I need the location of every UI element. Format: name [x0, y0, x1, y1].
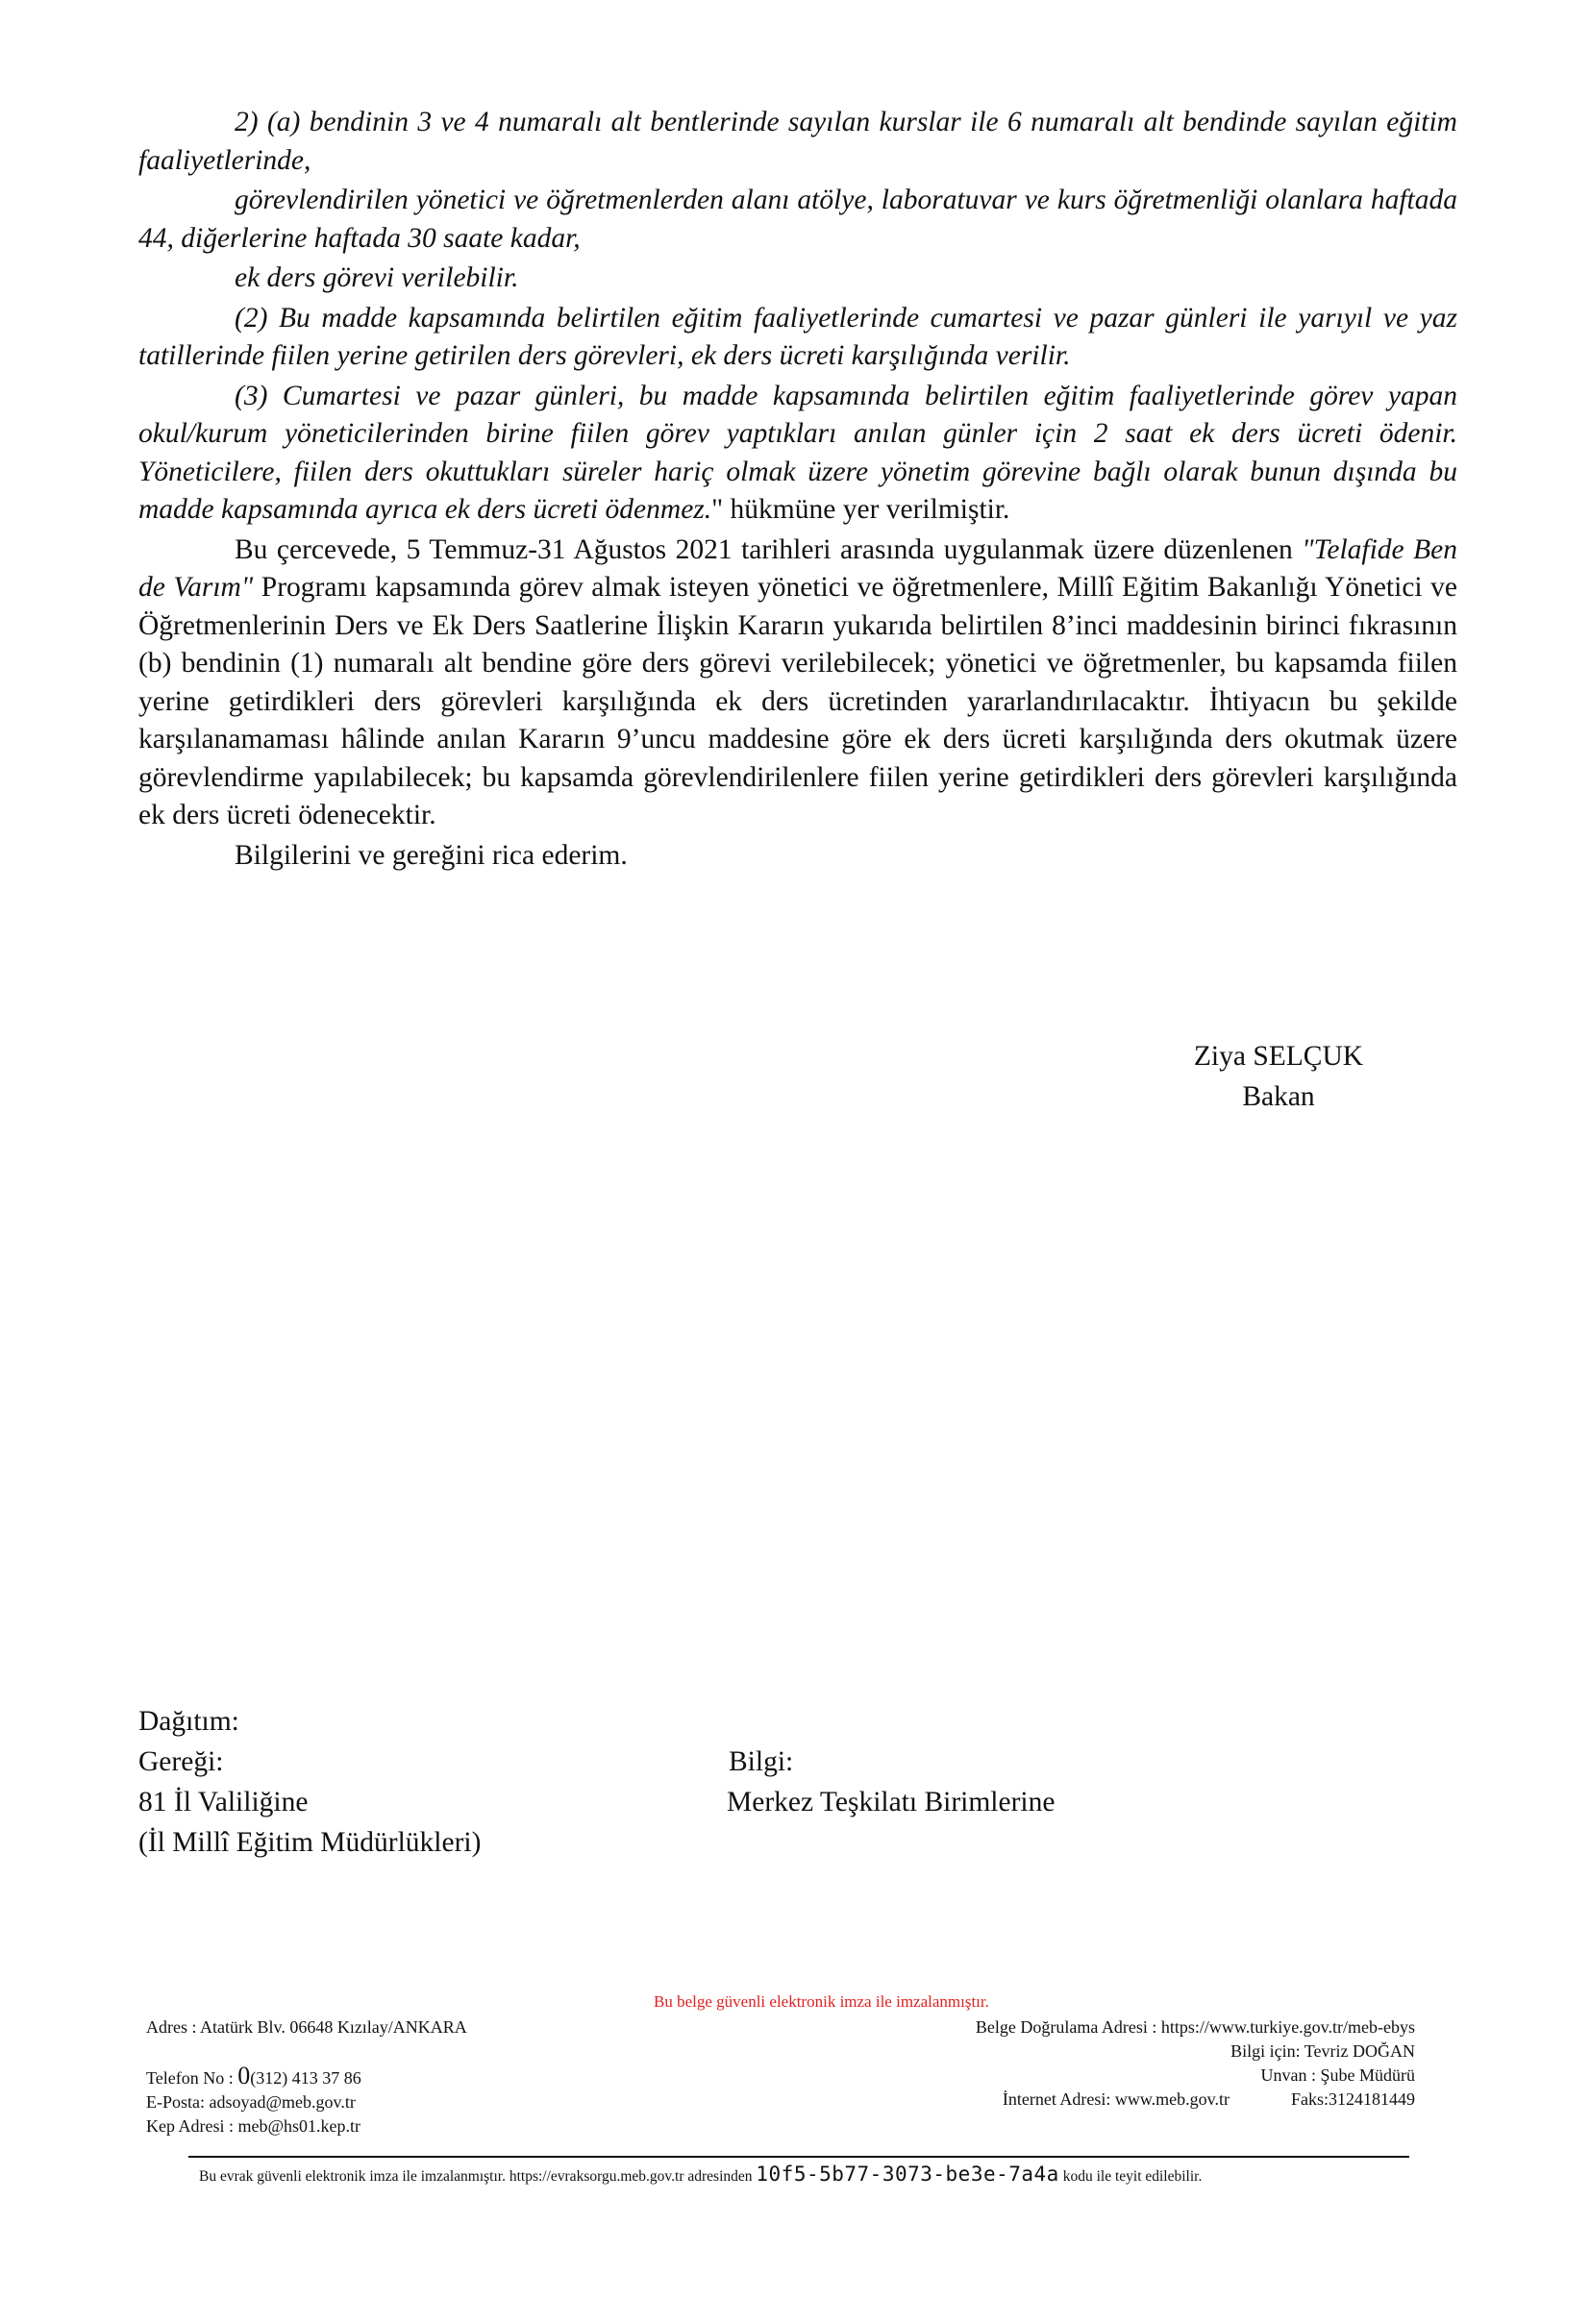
distribution-block — [138, 1701, 1056, 1863]
footer-email: E-Posta: adsoyad@meb.gov.tr — [146, 2092, 356, 2112]
signatory-name: Ziya SELÇUK — [1193, 1041, 1364, 1072]
paragraph-clause-2: (2) Bu madde kapsamında belirtilen eğitim faaliyetlerinde cumartesi ve pazar günleri ile yarıyıl ve yaz tatillerinde fiilen yerine getirilen ders görevleri, ek ders ücreti karşılığında verilir. — [138, 302, 1457, 371]
footer-divider — [188, 2156, 1409, 2158]
verification-suffix: kodu ile teyit edilebilir. — [1058, 2168, 1203, 2185]
verification-code: 10f5-5b77-3073-be3e-7a4a — [756, 2163, 1059, 2186]
signatory-title: Bakan — [1242, 1081, 1315, 1112]
footer-kep: Kep Adresi : meb@hs01.kep.tr — [146, 2116, 361, 2136]
gereği-line-2: (İl Millî Eğitim Müdürlükleri) — [138, 1827, 482, 1858]
paragraph-clause-2a-cont: görevlendirilen yönetici ve öğretmenlerden alanı atölye, laboratuvar ve kurs öğretmenliği olanlara haftada 44, diğerlerine haftada 30 saate kadar, — [138, 185, 1457, 254]
footer-contact-right — [976, 2015, 1415, 2112]
footer-verify-url[interactable]: Belge Doğrulama Adresi : https://www.turkiye.gov.tr/meb-ebys — [975, 2017, 1415, 2037]
paragraph-main — [138, 532, 1457, 835]
clause-3-tail: " hükmüne yer verilmiştir. — [711, 494, 1010, 525]
clause-3-text: (3) Cumartesi ve pazar günleri, bu madde kapsamında belirtilen eğitim faaliyetlerinde görev yapan okul/kurum yöneticilerinden birine fiilen görev yaptıkları anılan günler için 2 saat ek ders ücreti ödenir. Yöneticilere, fiilen ders okuttukları süreler hariç olmak üzere yönetim görevine bağlı olarak bunun dışında bu madde kapsamında ayrıca ek ders ücreti ödenmez. — [138, 380, 1457, 525]
footer-internet-fax — [976, 2088, 1415, 2112]
paragraph-clause-2a: 2) (a) bendinin 3 ve 4 numaralı alt bentlerinde sayılan kurslar ile 6 numaralı alt bendinde sayılan eğitim faaliyetlerinde, — [138, 107, 1457, 176]
main-rest: Programı kapsamında görev almak isteyen yönetici ve öğretmenlere, Millî Eğitim Bakanlığı Yönetici ve Öğretmenlerinin Ders ve Ek Ders Saatlerine İlişkin Kararın yukarıda belirtilen 8’inci maddesinin birinci fıkrasının (b) bendinin (1) numaralı alt bendine göre ders görevi verilebilecek; yönetici ve öğretmenler, bu kapsamda fiilen yerine getirdikleri ders görevleri karşılığında ek ders ücretinden yararlandırılacaktır. İhtiyacın bu şekilde karşılanamaması hâlinde anılan Kararın 9’uncu maddesine göre ek ders ücreti karşılığında ders okutmak üzere görevlendirme yapılabilecek; bu kapsamda görevlendirilenlere fiilen yerine getirdikleri ders görevleri karşılığında ek ders ücreti ödenecektir. — [138, 572, 1458, 830]
signature-block — [1115, 1036, 1442, 1117]
bilgi-line-1: Merkez Teşkilatı Birimlerine — [727, 1787, 1056, 1817]
footer-info-contact: Bilgi için: Tevriz DOĞAN — [1230, 2041, 1415, 2061]
paragraph-clause-3 — [138, 378, 1457, 530]
footer-unvan: Unvan : Şube Müdürü — [1260, 2065, 1415, 2085]
footer-internet[interactable]: İnternet Adresi: www.meb.gov.tr — [1002, 2089, 1230, 2109]
phone-number: (312) 413 37 86 — [250, 2068, 361, 2088]
paragraph-clause-2a-end: ek ders görevi verilebilir. — [235, 262, 519, 293]
bilgi-label: Bilgi: — [729, 1746, 794, 1777]
main-lead: Bu çercevede, 5 Temmuz-31 Ağustos 2021 tarihleri arasında uygulanmak üzere düzenlenen — [235, 533, 1303, 565]
program-name: "Telafide Ben de Varım" — [138, 533, 1457, 603]
footer-address: Adres : Atatürk Blv. 06648 Kızılay/ANKARA — [146, 2017, 467, 2037]
footer-spacer — [146, 2040, 467, 2064]
verification-line — [199, 2163, 1202, 2186]
gereği-line-1: 81 İl Valiliğine — [138, 1787, 309, 1817]
footer-fax: Faks:3124181449 — [1290, 2089, 1415, 2109]
gereği-label: Gereği: — [138, 1746, 224, 1777]
secure-signature-note: Bu belge güvenli elektronik imza ile imzalanmıştır. — [654, 1992, 989, 2011]
footer-contact-left — [146, 2015, 467, 2139]
phone-zero: 0 — [237, 2062, 251, 2089]
phone-label: Telefon No : — [146, 2068, 238, 2088]
footer-phone — [146, 2064, 467, 2090]
letter-body — [138, 104, 1457, 877]
verification-prefix: Bu evrak güvenli elektronik imza ile imzalanmıştır. https://evraksorgu.meb.gov.tr adresinden — [199, 2168, 757, 2185]
paragraph-closing: Bilgilerini ve gereğini rica ederim. — [235, 839, 628, 871]
distribution-heading: Dağıtım: — [138, 1706, 239, 1737]
